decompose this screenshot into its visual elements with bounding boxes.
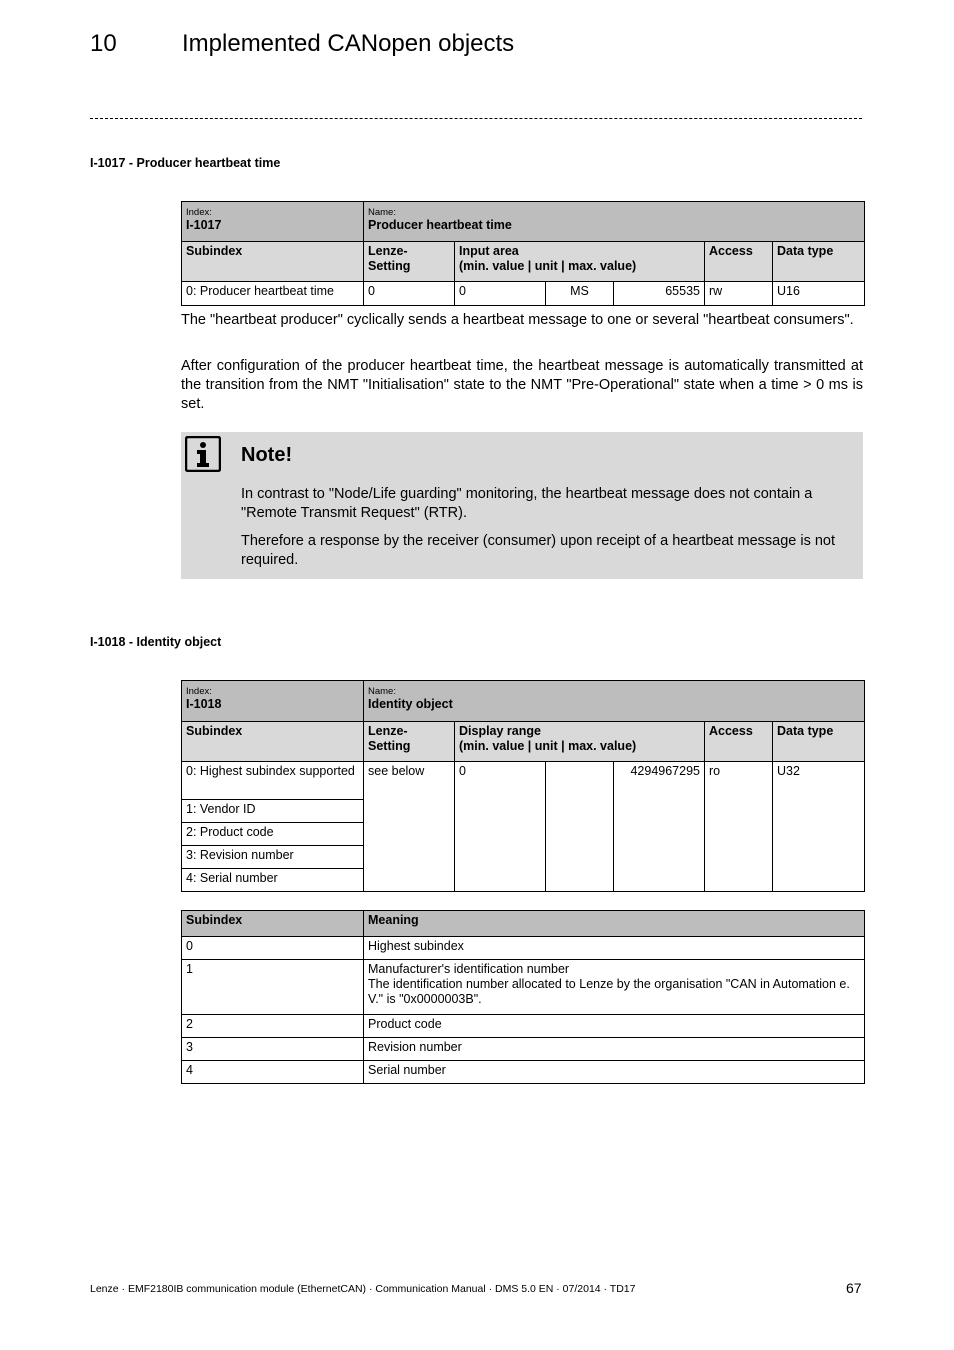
col-access: Access: [705, 242, 773, 282]
note-paragraph-1: In contrast to "Node/Life guarding" monitoring, the heartbeat message does not contain a "Remote Transmit Request" (RTR).: [241, 486, 813, 521]
col-lenze-setting: Lenze- Setting: [364, 722, 455, 762]
table-row: 3: Revision number: [182, 846, 865, 869]
index-cell: Index: I-1018: [182, 681, 364, 722]
section-heading-1017: I-1017 - Producer heartbeat time: [90, 156, 281, 170]
note-title: Note!: [241, 444, 293, 466]
index-cell: Index: I-1017: [182, 202, 364, 242]
table-row: 4: Serial number: [182, 869, 865, 892]
table-meaning: [181, 910, 865, 1084]
table-row: 1: Vendor ID: [182, 800, 865, 823]
table-row: 2 Product code: [182, 1015, 865, 1038]
table-row: 0: Highest subindex supported see below 0 4294967295 ro U32: [182, 762, 865, 800]
col-subindex: Subindex: [182, 722, 364, 762]
footer-text: Lenze · EMF2180IB communication module (EthernetCAN) · Communication Manual · DMS 5.0 EN · 07/2014 · TD17: [90, 1283, 636, 1295]
col-display-range: Display range (min. value | unit | max. value): [455, 722, 705, 762]
chapter-title: Implemented CANopen objects: [182, 30, 515, 57]
paragraph-heartbeat-producer: The "heartbeat producer" cyclically sends a heartbeat message to one or several "heartbeat consumers".: [181, 312, 854, 328]
col-lenze-setting: Lenze- Setting: [364, 242, 455, 282]
col-meaning: Meaning: [364, 911, 865, 937]
table-row: 4 Serial number: [182, 1061, 865, 1084]
table-identity-object: [181, 680, 865, 892]
table-row: 0: Producer heartbeat time 0 0 MS 65535 rw U16: [182, 282, 865, 306]
table-row: 2: Product code: [182, 823, 865, 846]
paragraph-configuration: After configuration of the producer heartbeat time, the heartbeat message is automatically transmitted at the transition from the NMT "Initialisation" state to the NMT "Pre-Operational" state when a time > 0 ms is set.: [181, 358, 863, 412]
col-data-type: Data type: [773, 242, 865, 282]
note-paragraph-2: Therefore a response by the receiver (consumer) upon receipt of a heartbeat message is not required.: [241, 533, 836, 568]
col-input-area: Input area (min. value | unit | max. value): [455, 242, 705, 282]
info-icon: [185, 436, 221, 472]
table-producer-heartbeat: [181, 201, 865, 306]
name-cell: Name: Producer heartbeat time: [364, 202, 865, 242]
col-subindex: Subindex: [182, 911, 364, 937]
page-number: 67: [846, 1280, 862, 1296]
table-row: 0 Highest subindex: [182, 937, 865, 960]
col-access: Access: [705, 722, 773, 762]
col-data-type: Data type: [773, 722, 865, 762]
name-cell: Name: Identity object: [364, 681, 865, 722]
section-heading-1018: I-1018 - Identity object: [90, 635, 222, 649]
col-subindex: Subindex: [182, 242, 364, 282]
table-row: 1 Manufacturer's identification number The identification number allocated to Lenze by the organisation "CAN in Automation e. V." is "0x0000003B".: [182, 960, 865, 1015]
dashed-divider: [90, 118, 862, 119]
table-row: 3 Revision number: [182, 1038, 865, 1061]
chapter-number: 10: [90, 30, 117, 57]
